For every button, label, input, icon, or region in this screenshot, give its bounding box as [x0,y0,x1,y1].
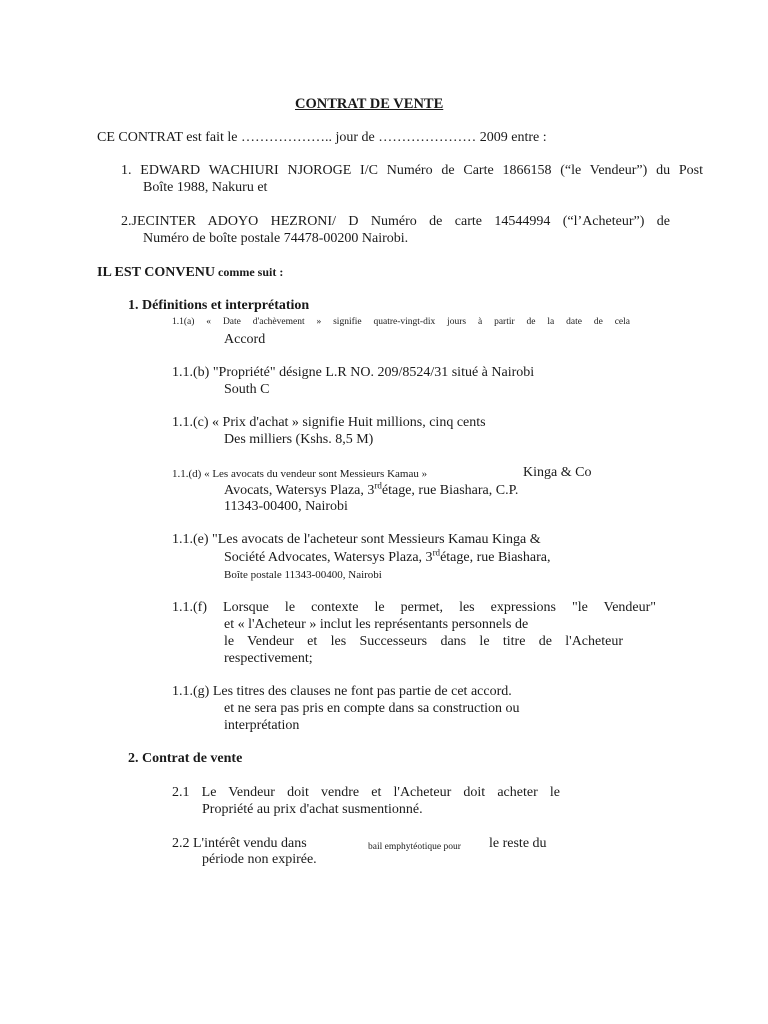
clause-2-1-line-2: Propriété au prix d'achat susmentionné. [202,802,423,817]
definition-d-line-3: 11343-00400, Nairobi [224,499,348,514]
clause-2-1-line-1: 2.1 Le Vendeur doit vendre et l'Acheteur doit acheter le [172,785,560,800]
party-1-line-1: 1. EDWARD WACHIURI NJOROGE I/C Numéro de Carte 1866158 (“le Vendeur”) du Post [121,163,703,178]
clause-2-2-line-1b: bail emphytéotique pour [368,842,461,852]
definition-a-line-2: Accord [224,332,266,347]
definition-a-line-1: 1.1(a) « Date d'achèvement » signifie quatre-vingt-dix jours à partir de la date de cela [172,317,630,327]
definition-d-line-2-sup: rd [374,480,382,491]
definition-e-line-2-sup: rd [432,547,441,558]
definition-c-line-1: 1.1.(c) « Prix d'achat » signifie Huit millions, cinq cents [172,415,486,430]
party-2-line-1: 2.JECINTER ADOYO HEZRONI/ D Numéro de carte 14544994 (“l’Acheteur”) de [121,214,670,229]
contract-intro: CE CONTRAT est fait le ……………….. jour de ………………… 2009 entre : [97,130,547,145]
definition-c-line-2: Des milliers (Kshs. 8,5 M) [224,432,374,447]
definition-f-line-1: 1.1.(f) Lorsque le contexte le permet, les expressions "le Vendeur" [172,600,656,615]
definition-f-line-2: et « l'Acheteur » inclut les représentants personnels de [224,617,529,632]
definition-d-line-2a: Avocats, Watersys Plaza, 3 [224,483,375,498]
definition-d-line-2b: étage, rue Biashara, C.P. [381,483,519,498]
definition-b-line-1: 1.1.(b) "Propriété" désigne L.R NO. 209/8524/31 situé à Nairobi [172,365,535,380]
clause-2-2-line-2: période non expirée. [202,852,317,867]
definition-g-line-1: 1.1.(g) Les titres des clauses ne font pas partie de cet accord. [172,684,512,699]
agreed-heading-rest: comme suit : [215,265,284,279]
agreed-heading-bold: IL EST CONVENU [97,265,216,280]
document-title: CONTRAT DE VENTE [295,96,444,112]
definition-d-line-1b: Kinga & Co [523,465,592,480]
section-2-heading: 2. Contrat de vente [128,751,243,766]
definition-d-line-1a: 1.1.(d) « Les avocats du vendeur sont Messieurs Kamau » [172,468,428,480]
definition-e-line-2 [224,547,551,566]
definition-g-line-2: et ne sera pas pris en compte dans sa construction ou [224,701,520,716]
definition-e-line-2a: Société Advocates, Watersys Plaza, 3 [224,550,433,565]
party-2-line-2: Numéro de boîte postale 74478-00200 Nairobi. [143,231,409,246]
definition-d-line-2 [224,480,519,499]
definition-e-line-1: 1.1.(e) "Les avocats de l'acheteur sont Messieurs Kamau Kinga & [172,532,541,547]
definition-b-line-2: South C [224,382,270,397]
section-1-heading: 1. Définitions et interprétation [128,298,310,313]
agreed-heading [97,264,283,281]
party-1-line-2: Boîte 1988, Nakuru et [143,180,268,195]
clause-2-2-line-1c: le reste du [489,836,547,851]
definition-e-line-2b: étage, rue Biashara, [440,550,551,565]
definition-g-line-3: interprétation [224,718,300,733]
definition-f-line-3: le Vendeur et les Successeurs dans le titre de l'Acheteur [224,634,623,649]
definition-e-line-3: Boîte postale 11343-00400, Nairobi [224,569,382,581]
clause-2-2-line-1a: 2.2 L'intérêt vendu dans [172,836,307,851]
definition-f-line-4: respectivement; [224,651,313,666]
